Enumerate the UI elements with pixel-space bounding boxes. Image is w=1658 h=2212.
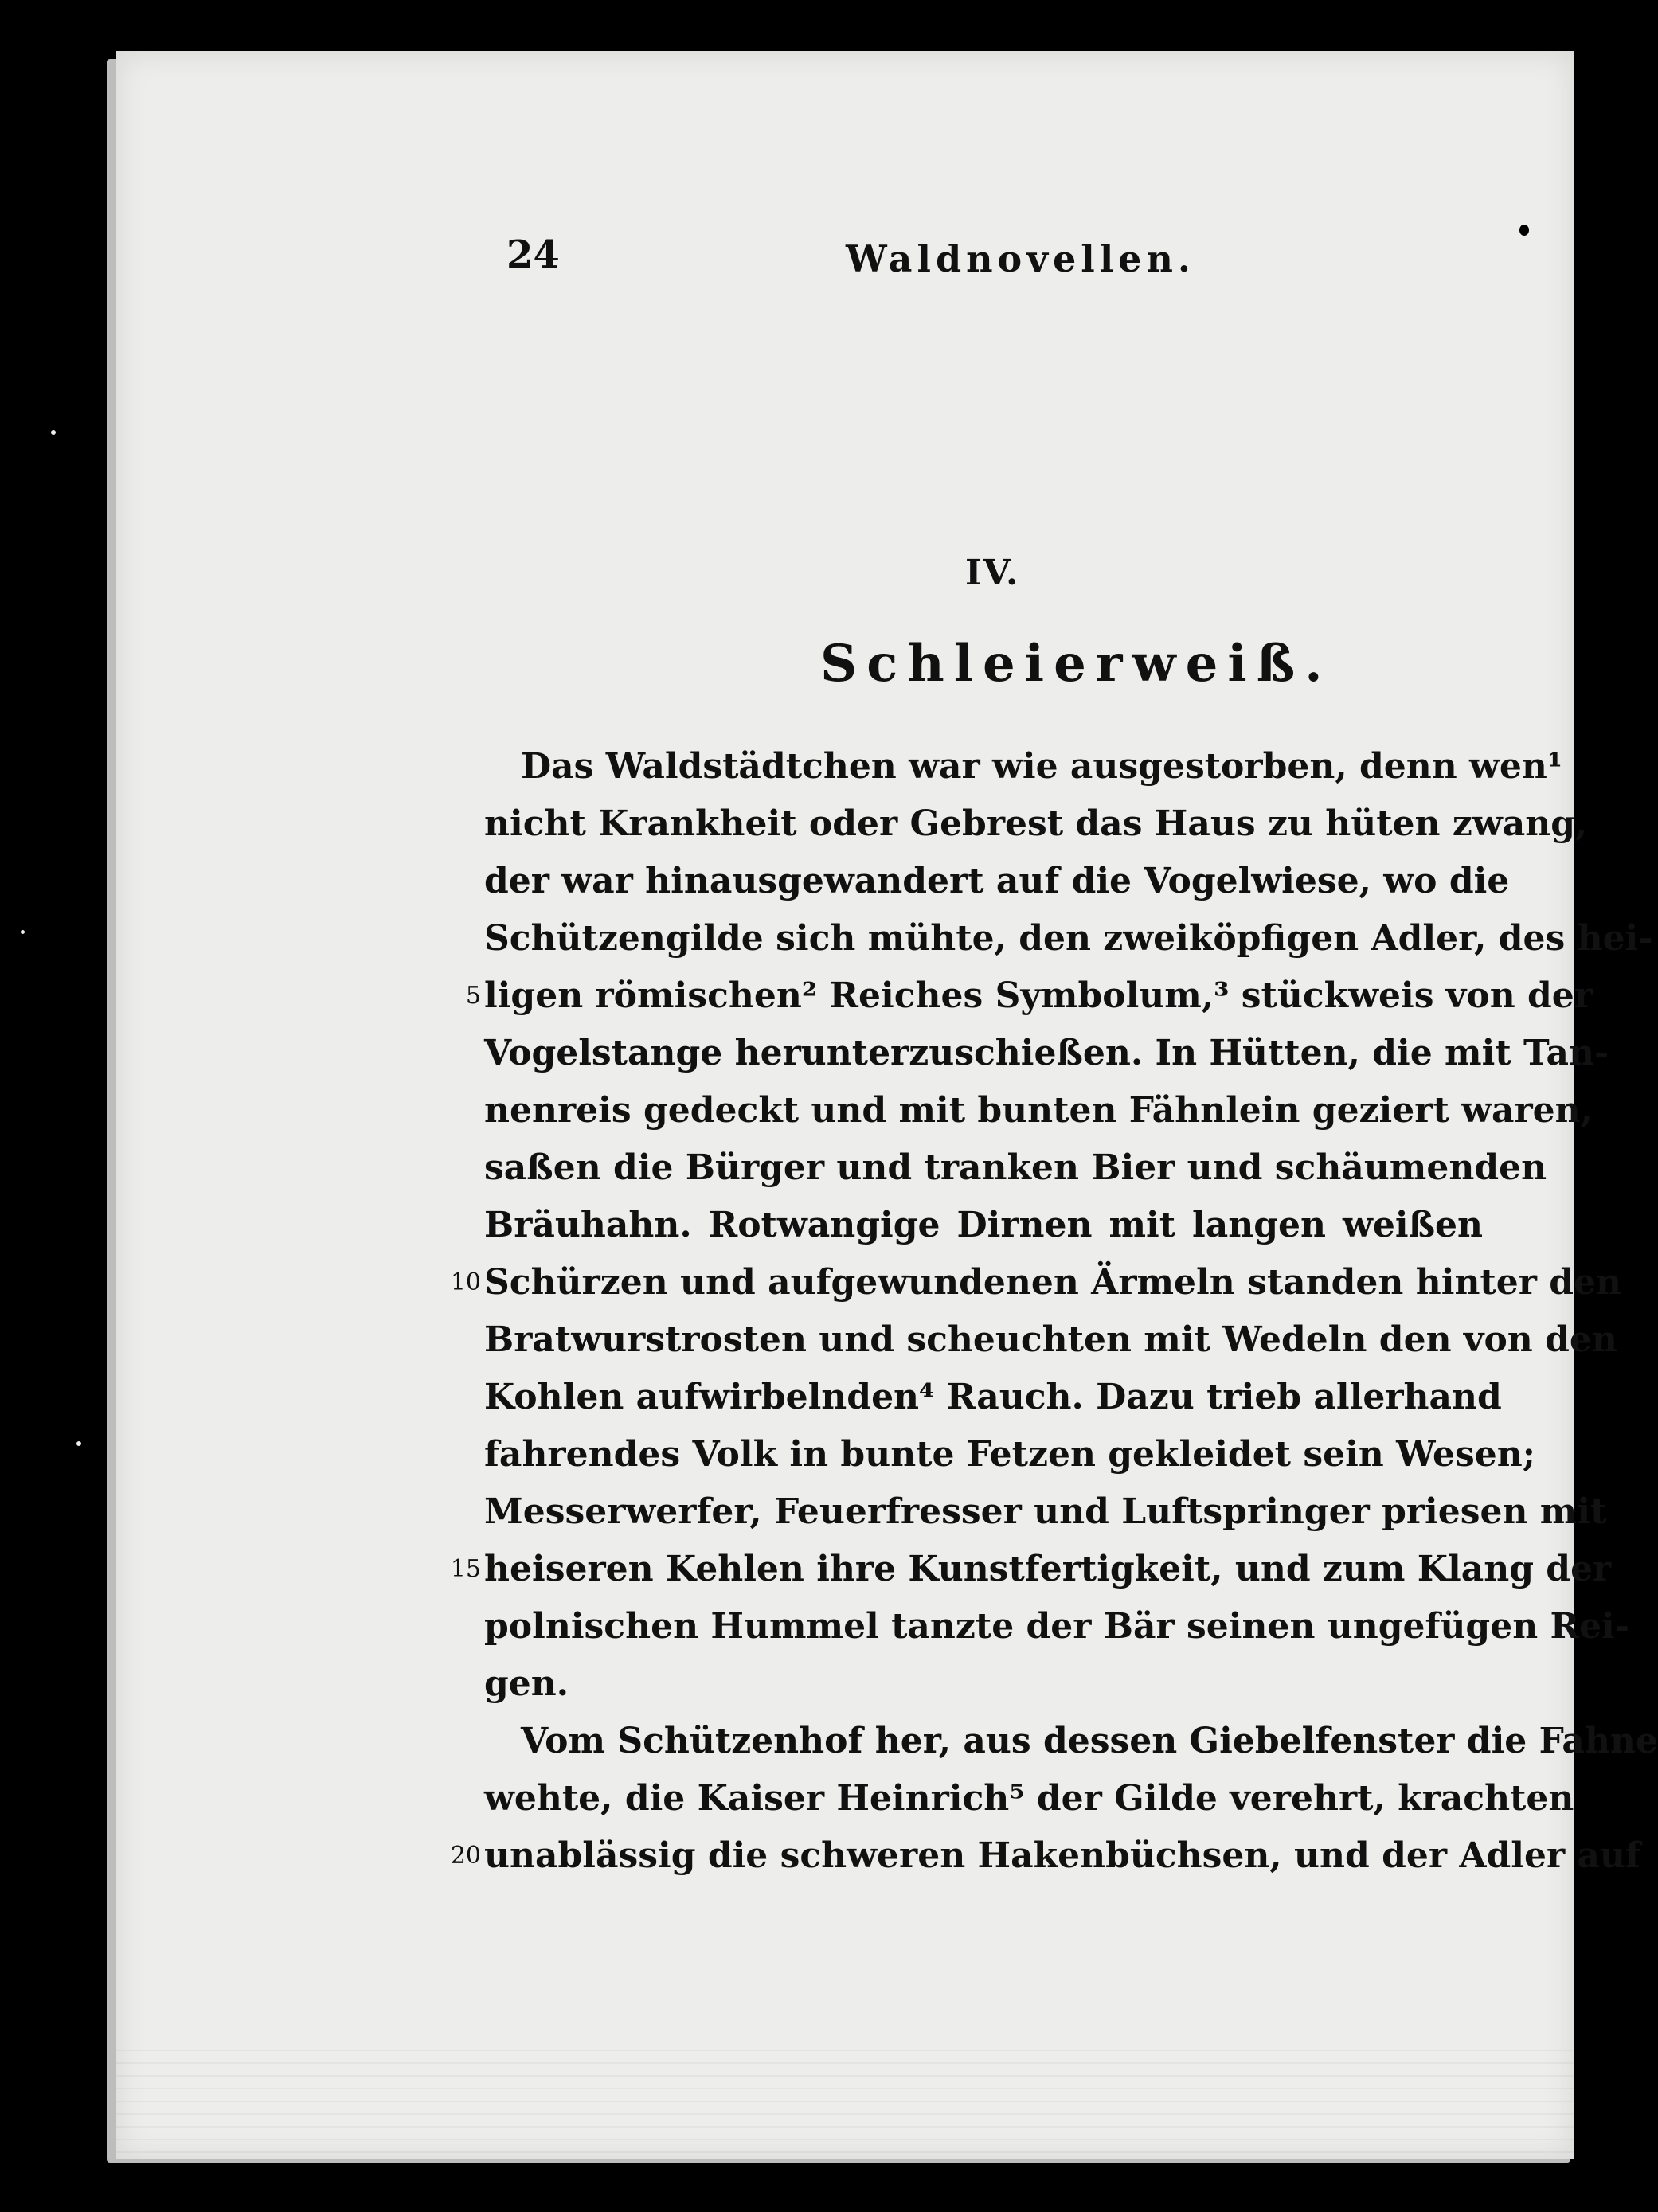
body-line: unablässig die schweren Hakenbüchsen, und der Adler auf [484,1835,1640,1876]
page-number: 24 [506,233,560,277]
body-line: Schürzen und aufgewundenen Ärmeln standen hinter den [484,1262,1622,1303]
body-line: gen. [484,1663,569,1704]
scan-dust [76,1441,81,1446]
body-line: ligen römischen² Reiches Symbolum,³ stückweis von der [484,975,1593,1016]
body-line: Messerwerfer, Feuerfresser und Luftspringer priesen mit [484,1491,1607,1532]
scan-speck [1519,225,1529,236]
body-line: wehte, die Kaiser Heinrich⁵ der Gilde verehrt, krachten [484,1778,1574,1819]
body-line: saßen die Bürger und tranken Bier und schäumenden [484,1147,1547,1188]
body-line: Vom Schützenhof her, aus dessen Giebelfenster die Fahne [521,1721,1658,1761]
line-number: 15 [450,1555,481,1583]
body-line: Schützengilde sich mühte, den zweiköpfigen Adler, des hei- [484,918,1653,959]
body-line: Bratwurstrosten und scheuchten mit Wedeln den von den [484,1319,1617,1360]
running-title: Waldnovellen. [846,237,1195,280]
chapter-number: IV. [965,553,1020,593]
body-line: der war hinausgewandert auf die Vogelwiese, wo die [484,861,1510,901]
page-edge-lines [116,2038,1574,2158]
body-line: Das Waldstädtchen war wie ausgestorben, denn wen¹ [521,746,1563,787]
body-line: nenreis gedeckt und mit bunten Fähnlein geziert waren, [484,1090,1593,1131]
chapter-title: Schleierweiß. [820,634,1332,694]
body-line: Kohlen aufwirbelnden⁴ Rauch. Dazu trieb allerhand [484,1377,1502,1417]
line-number: 5 [465,982,481,1010]
line-number: 20 [450,1842,481,1870]
scan-dust [21,930,25,934]
body-line: fahrendes Volk in bunte Fetzen gekleidet sein Wesen; [484,1434,1535,1475]
body-line: nicht Krankheit oder Gebrest das Haus zu hüten zwang, [484,803,1588,844]
body-line: heiseren Kehlen ihre Kunstfertigkeit, und zum Klang der [484,1549,1612,1589]
body-line: polnischen Hummel tanzte der Bär seinen ungefügen Rei- [484,1606,1630,1647]
scan-dust [51,430,56,435]
line-number: 10 [450,1268,481,1296]
body-line: Bräuhahn. Rotwangige Dirnen mit langen weißen [484,1205,1483,1245]
body-line: Vogelstange herunterzuschießen. In Hütten, die mit Tan- [484,1033,1609,1073]
